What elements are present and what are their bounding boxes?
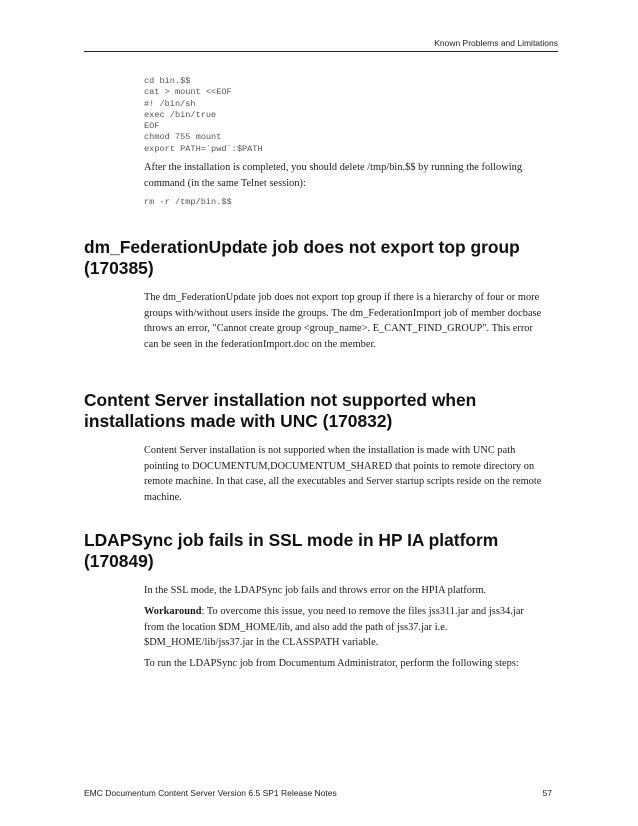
workaround-text: : To overcome this issue, you need to remove the files jss311.jar and jss34.jar from the location $DM_HOME/lib, and also add the path of jss37.jar i.e. $DM_HOME/lib/jss37.jar in the CLASSPATH variable. <box>144 606 524 649</box>
code-line-rm: rm -r /tmp/bin.$$ <box>144 197 232 207</box>
workaround-label: Workaround <box>144 606 202 617</box>
code-line: #! /bin/sh <box>144 98 196 109</box>
running-header: Known Problems and Limitations <box>434 38 558 48</box>
code-line: cat > mount <<EOF <box>144 87 232 98</box>
paragraph-delete-bin: After the installation is completed, you should delete /tmp/bin.$$ by running the following command (in the same Telnet session): <box>144 162 523 189</box>
code-block-mount-script <box>144 76 263 155</box>
paragraph-unc-installation: Content Server installation is not supported when the installation is made with UNC path pointing to DOCUMENTUM,DOCUMENTUM_SHARED that points to remote directory on remote machine. In that case, all the executables and Server startup scripts reside on the remote machine. <box>144 445 542 503</box>
footer-document-title: EMC Documentum Content Server Version 6.5 SP1 Release Notes <box>84 788 337 798</box>
code-line: EOF <box>144 121 160 132</box>
footer-page-number: 57 <box>542 788 552 798</box>
paragraph-workaround <box>144 604 544 651</box>
section-heading-ldapsync: LDAPSync job fails in SSL mode in HP IA platform (170849) <box>84 530 499 571</box>
paragraph-federation-update: The dm_FederationUpdate job does not export top group if there is a hierarchy of four or more groups with/without users inside the groups. The dm_FederationImport job of member docbase throws an error, "Cannot create group <group_name>. E_CANT_FIND_GROUP". This error can be seen in the federationImport.doc on the member. <box>144 292 542 350</box>
paragraph-ldapsync-steps: To run the LDAPSync job from Documentum Administrator, perform the following steps: <box>144 658 519 669</box>
code-line: chmod 755 mount <box>144 132 222 143</box>
paragraph-ldapsync-ssl: In the SSL mode, the LDAPSync job fails and throws error on the HPIA platform. <box>144 585 487 596</box>
code-line: exec /bin/true <box>144 109 217 120</box>
header-rule <box>84 51 558 52</box>
code-line: export PATH=`pwd`:$PATH <box>144 143 263 154</box>
section-heading-unc-installation: Content Server installation not supported when installations made with UNC (170832) <box>84 390 477 431</box>
code-line: cd bin.$$ <box>144 76 191 86</box>
section-heading-federation-update: dm_FederationUpdate job does not export top group (170385) <box>84 237 520 278</box>
